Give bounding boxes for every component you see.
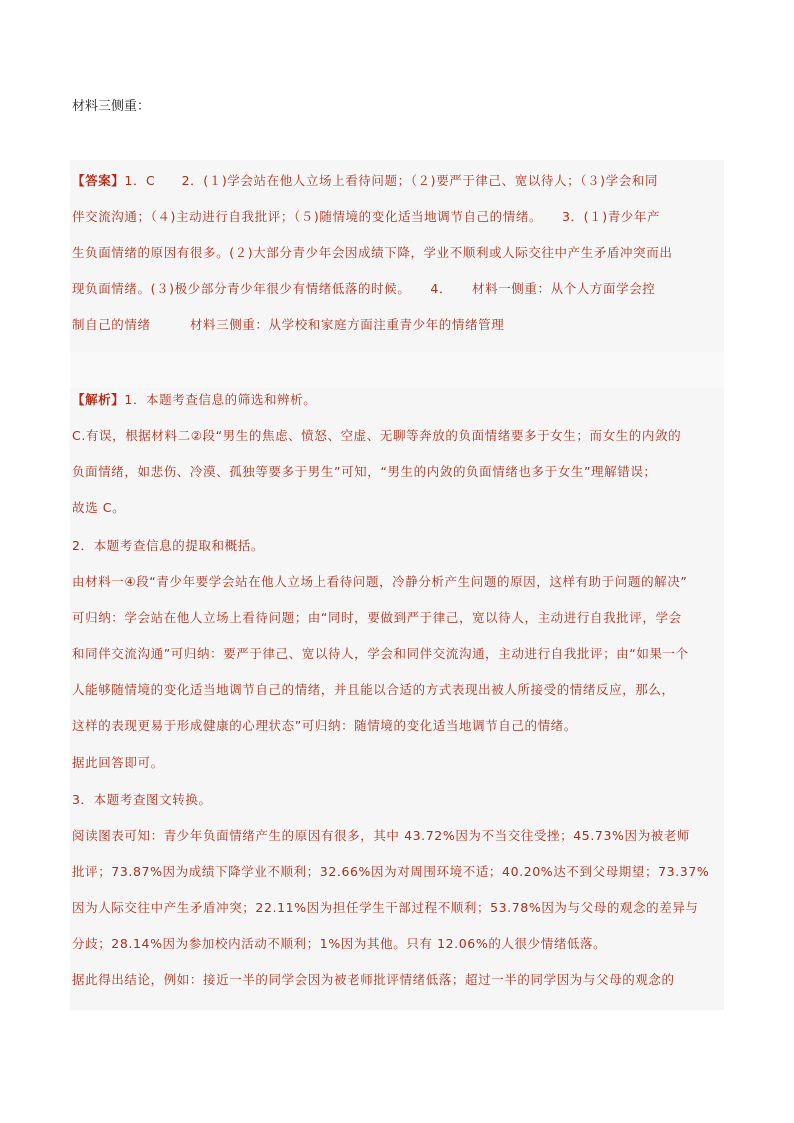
analysis-line: 2．本题考查信息的提取和概括。 — [72, 538, 264, 553]
analysis-line: 由材料一④段“青少年要学会站在他人立场上看待问题，冷静分析产生问题的原因，这样有助于问题的解决” — [72, 574, 688, 589]
analysis-line: 批评；73.87%因为成绩下降学业不顺利；32.66%因为对周围环境不适；40.20%达不到父母期望；73.37% — [72, 864, 710, 879]
analysis-line: 因为人际交往中产生矛盾冲突；22.11%因为担任学生干部过程不顺利；53.78%因为与父母的观念的差异与 — [72, 900, 699, 915]
answer-line-text: 1．C 2．(１)学会站在他人立场上看待问题；（２)要严于律己、宽以待人；（３)学会和同 — [124, 173, 659, 188]
analysis-line-1 — [72, 382, 722, 418]
answer-line-5: 制自己的情绪 材料三侧重：从学校和家庭方面注重青少年的情绪管理 — [72, 317, 505, 332]
analysis-line: 故选 C。 — [72, 500, 126, 515]
analysis-first-text: 1．本题考查信息的筛选和辨析。 — [124, 392, 317, 407]
answer-line-1 — [72, 163, 722, 199]
analysis-line: 和同伴交流沟通”可归纳：要严于律己、宽以待人，学会和同伴交流沟通，主动进行自我批评；由“如果一个 — [72, 646, 689, 661]
analysis-line: 据此得出结论，例如：接近一半的同学会因为被老师批评情绪低落；超过一半的同学因为与父母的观念的 — [72, 972, 675, 987]
analysis-line: 3．本题考查图文转换。 — [72, 792, 212, 807]
analysis-line: 可归纳：学会站在他人立场上看待问题；由“同时，要做到严于律己，宽以待人，主动进行自我批评，学会 — [72, 610, 682, 625]
analysis-line: 人能够随情境的变化适当地调节自己的情绪，并且能以合适的方式表现出被人所接受的情绪反应，那么， — [72, 682, 675, 697]
material-three-heading: 材料三侧重： — [72, 99, 151, 114]
answer-line-4: 现负面情绪。(３)极少部分青少年很少有情绪低落的时候。 4． 材料一侧重：从个人方面学会控 — [72, 281, 656, 296]
analysis-line: 据此回答即可。 — [72, 755, 164, 770]
analysis-line: C.有误，根据材料二②段“男生的焦虑、愤怒、空虚、无聊等奔放的负面情绪要多于女生；而女生的内敛的 — [72, 428, 682, 443]
analysis-line: 负面情绪，如悲伤、冷漠、孤独等要多于男生”可知，“男生的内敛的负面情绪也多于女生”理解错误； — [72, 464, 657, 479]
analysis-tag: 【解析】 — [72, 392, 125, 407]
answer-line-3: 生负面情绪的原因有很多。(２)大部分青少年会因成绩下降，学业不顺利或人际交往中产生矛盾冲突而出 — [72, 245, 673, 260]
answer-tag: 【答案】 — [72, 173, 125, 188]
analysis-line: 阅读图表可知：青少年负面情绪产生的原因有很多，其中 43.72%因为不当交往受挫；45.73%因为被老师 — [72, 828, 690, 843]
analysis-line: 分歧；28.14%因为参加校内活动不顺利；1%因为其他。只有 12.06%的人很少情绪低落。 — [72, 936, 607, 951]
answer-line-2: 伴交流沟通；（４)主动进行自我批评；（５)随情境的变化适当地调节自己的情绪。 3．(１)青少年产 — [72, 209, 661, 224]
analysis-line: 这样的表现更易于形成健康的心理状态”可归纳：随情境的变化适当地调节自己的情绪。 — [72, 718, 577, 733]
